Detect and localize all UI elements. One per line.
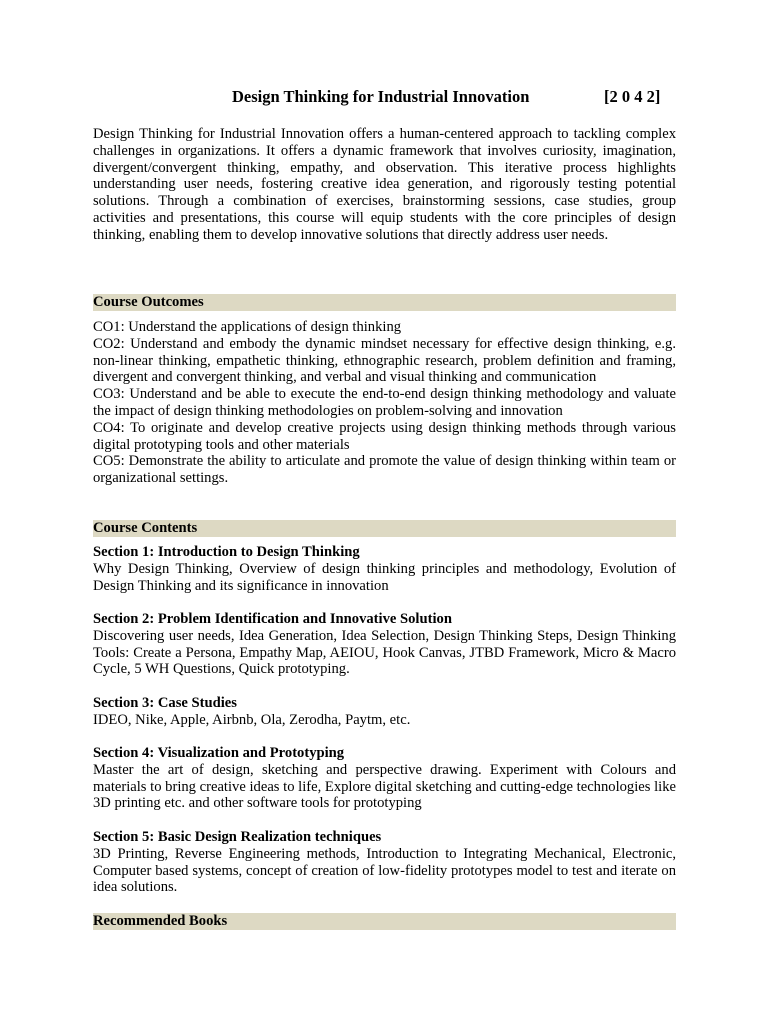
section-body: Master the art of design, sketching and perspective drawing. Experiment with Colours and materials to bring creative ideas to life, Explore digital sketching and cutting-edge technologies like 3D printing etc. and other software tools for prototyping (93, 761, 676, 812)
outcome-item: CO2: Understand and embody the dynamic mindset necessary for effective design thinking, e.g. non-linear thinking, empathetic thinking, ethnographic research, problem definition and framing, divergent and convergent thinking, and verbal and visual thinking and communication (93, 335, 676, 386)
recommended-books-heading: Recommended Books (93, 913, 676, 930)
course-outcomes-list (93, 319, 676, 487)
section-body: Why Design Thinking, Overview of design thinking principles and methodology, Evolution of Design Thinking and its significance in innovation (93, 560, 676, 594)
section-title: Section 2: Problem Identification and Innovative Solution (93, 611, 452, 627)
course-description: Design Thinking for Industrial Innovation offers a human-centered approach to tackling complex challenges in organizations. It offers a dynamic framework that involves curiosity, imagination, divergent/convergent thinking, empathy, and observation. This iterative process highlights understanding user needs, fostering creative idea generation, and rigorously testing potential solutions. Through a combination of exercises, brainstorming sessions, case studies, group activities and presentations, this course will equip students with the core principles of design thinking, enabling them to develop innovative solutions that directly address user needs. (93, 126, 676, 243)
section-body: Discovering user needs, Idea Generation, Idea Selection, Design Thinking Steps, Design Thinking Tools: Create a Persona, Empathy Map, AEIOU, Hook Canvas, JTBD Framework, Micro & Macro Cycle, 5 WH Questions, Quick prototyping. (93, 627, 676, 678)
outcome-item: CO1: Understand the applications of design thinking (93, 319, 402, 335)
section-body: 3D Printing, Reverse Engineering methods, Introduction to Integrating Mechanical, Electronic, Computer based systems, concept of creation of low-fidelity prototypes model to test and iterate on idea solutions. (93, 845, 676, 896)
course-outcomes-heading: Course Outcomes (93, 294, 676, 311)
course-contents-heading: Course Contents (93, 520, 676, 537)
section-title: Section 1: Introduction to Design Thinking (93, 544, 360, 560)
course-title: Design Thinking for Industrial Innovation (232, 87, 530, 106)
outcome-item: CO5: Demonstrate the ability to articulate and promote the value of design thinking within team or organizational settings. (93, 453, 676, 487)
section-3 (93, 695, 676, 729)
section-title: Section 3: Case Studies (93, 695, 237, 711)
section-5 (93, 829, 676, 896)
section-4 (93, 745, 676, 812)
section-title: Section 4: Visualization and Prototyping (93, 745, 345, 761)
section-body: IDEO, Nike, Apple, Airbnb, Ola, Zerodha, Paytm, etc. (93, 711, 411, 728)
outcome-item: CO3: Understand and be able to execute the end-to-end design thinking methodology and valuate the impact of design thinking methodologies on problem-solving and innovation (93, 386, 676, 419)
course-title-row (93, 87, 676, 111)
outcome-item: CO4: To originate and develop creative projects using design thinking methods through various digital prototyping tools and other materials (93, 419, 676, 453)
section-2 (93, 611, 676, 678)
section-1 (93, 544, 676, 594)
course-credits: [2 0 4 2] (604, 87, 661, 106)
section-title: Section 5: Basic Design Realization techniques (93, 829, 382, 845)
